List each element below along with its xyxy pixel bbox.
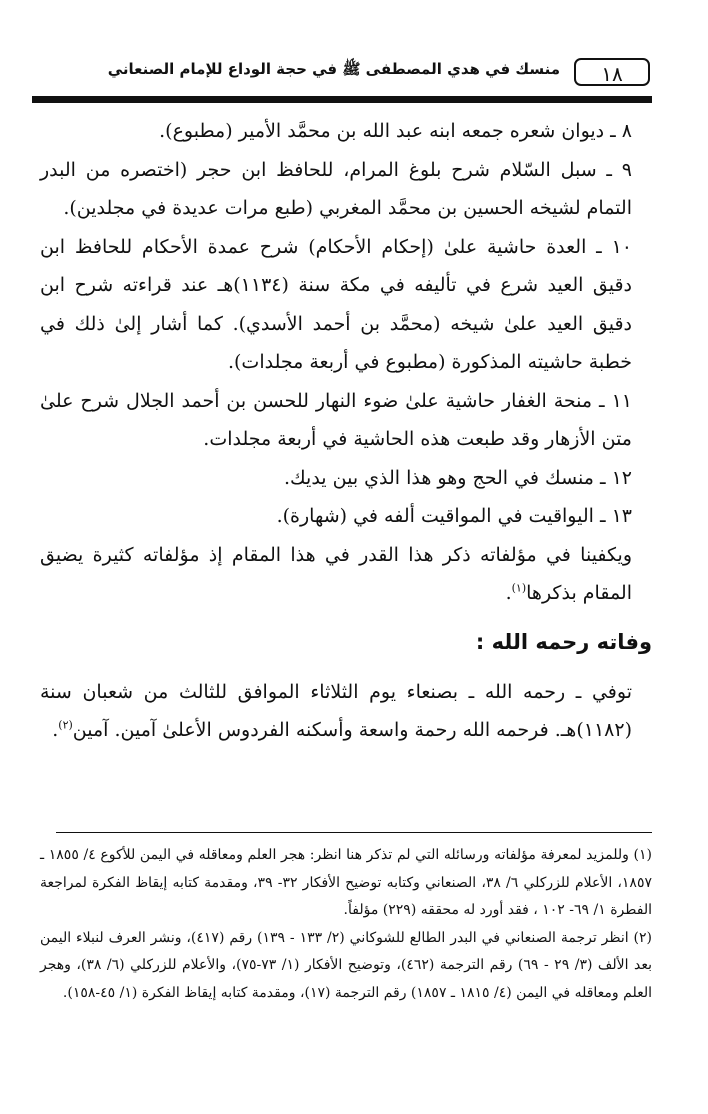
paragraph-closing-text: ويكفينا في مؤلفاته ذكر هذا القدر في هذا المقام إذ مؤلفاته كثيرة يضيق المقام بذكرها [40,543,632,604]
paragraph-closing: ويكفينا في مؤلفاته ذكر هذا القدر في هذا المقام إذ مؤلفاته كثيرة يضيق المقام بذكرها$^{(١)}$. [40,543,632,604]
footnote-1: (١) وللمزيد لمعرفة مؤلفاته ورسائله التي لم تذكر هنا انظر: هجر العلم ومعاقله في اليمن للأكوع ٤/ ١٨٥٥ ـ ١٨٥٧، الأعلام للزركلي ٦/ ٣٨، الصنعاني وكتابه توضيح الأفكار ٣٢- ٣٩، ومقدمة كتابه إيقاظ الفكرة لمراجعة الفطرة ١/ ٦٩- ١٠٢ ، فقد أورد له محققه (٢٢٩) مؤلفاً. [40,847,653,918]
page-header [32,58,652,92]
footnote-2: (٢) انظر ترجمة الصنعاني في البدر الطالع للشوكاني (٢/ ١٣٣ - ١٣٩) رقم (٤١٧)، ونشر العرف لنبلاء اليمن بعد الألف (٣/ ٢٩ - ٦٩) رقم الترجمة (٤٦٢)، وتوضيح الأفكار (١/ ٧٣-٧٥)، والأعلام للزركلي (٦/ ٣٨)، وهجر العلم ومعاقله في اليمن (٤/ ١٨١٥ ـ ١٨٥٧) رقم الترجمة (١٧)، ومقدمة كتابه إيقاظ الفكرة (١/ ٤٥-١٥٨). [40,929,653,1001]
paragraph-item-13: ١٣ ـ اليواقيت في المواقيت ألفه في (شهارة). [276,505,632,527]
footnote-ref-1: (١) [511,581,527,595]
death-paragraph: توفي ـ رحمه الله ـ بصنعاء يوم الثلاثاء الموافق للثالث من شعبان سنة (١١٨٢)هـ. فرحمه الله رحمة واسعة وأسكنه الفردوس الأعلىٰ آمين. آمين$^{(٢)}$. [40,680,632,741]
paragraph-item-12: ١٢ ـ منسك في الحج وهو هذا الذي بين يديك. [283,466,632,489]
paragraph-item-8: ٨ ـ ديوان شعره جمعه ابنه عبد الله بن محمَّد الأمير (مطبوع). [159,120,632,142]
footnote-ref-2: (٢) [58,718,73,732]
header-rule [32,96,652,103]
section-heading: وفاته رحمه الله : [475,629,652,654]
footnotes [40,842,652,1007]
running-title: منسك في هدي المصطفى ﷺ في حجة الوداع للإمام الصنعاني [107,60,560,78]
paragraph-item-10: ١٠ ـ العدة حاشية علىٰ (إحكام الأحكام) شرح عمدة الأحكام للحافظ ابن دقيق العيد شرع في تأليفه في مكة سنة (١١٣٤)هـ عند قراءته شرح ابن دقيق العيد علىٰ شيخه (محمَّد بن أحمد الأسدي). كما أشار إلىٰ ذلك في خطبة حاشيته المذكورة (مطبوع في أربعة مجلدات). [40,235,632,373]
footnote-separator [56,832,652,833]
paragraph-item-9: ٩ ـ سبل السّلام شرح بلوغ المرام، للحافظ ابن حجر (اختصره من البدر التمام لشيخه الحسين بن محمَّد المغربي (طبع مرات عديدة في مجلدين). [40,158,632,219]
page-number: ١٨ [574,58,650,86]
paragraph-item-11: ١١ ـ منحة الغفار حاشية علىٰ ضوء النهار للحسن بن أحمد الجلال شرح علىٰ متن الأزهار وقد طبعت هذه الحاشية في أربعة مجلدات. [40,389,632,450]
death-paragraph-text: توفي ـ رحمه الله ـ بصنعاء يوم الثلاثاء الموافق للثالث من شعبان سنة (١١٨٢)هـ. فرحمه الله رحمة واسعة وأسكنه الفردوس الأعلىٰ آمين. آمين [40,680,632,741]
main-text [40,112,652,750]
